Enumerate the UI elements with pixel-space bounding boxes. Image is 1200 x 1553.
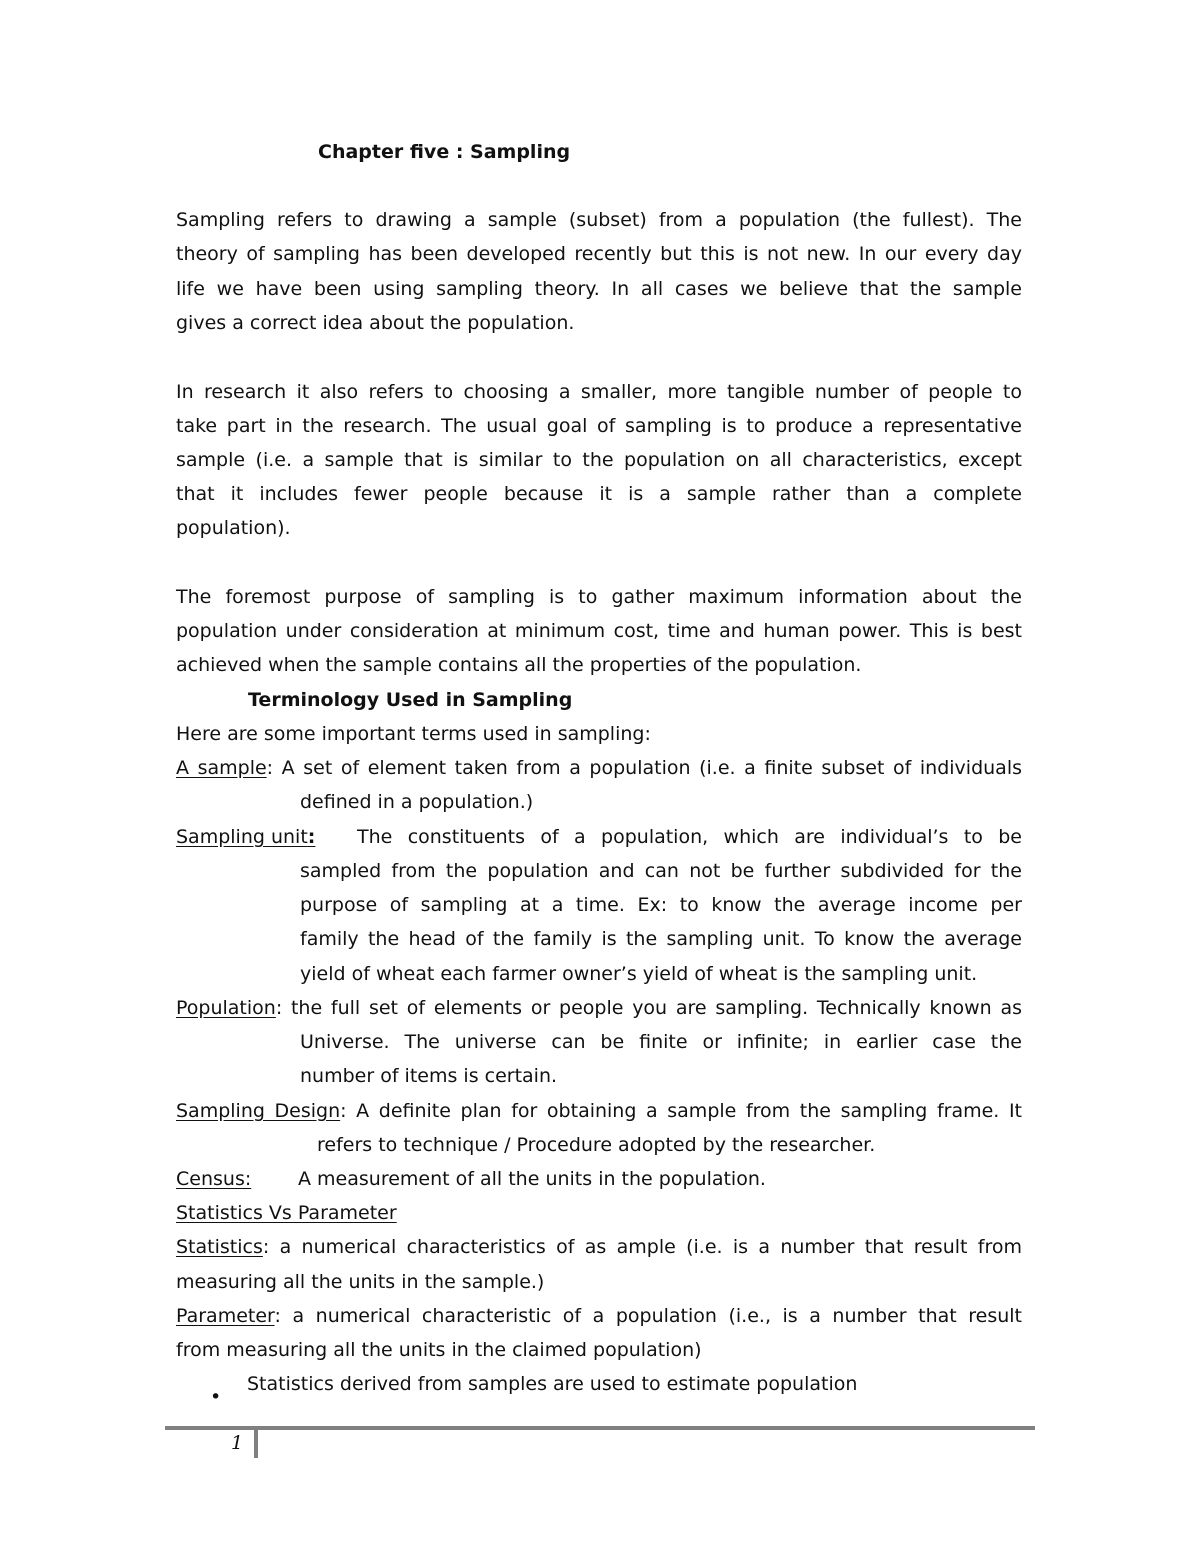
terms-intro: Here are some important terms used in sampling: [176,723,651,745]
def-sampling-design-line-1: Sampling Design: A definite plan for obtaining a sample from the sampling frame. It [176,1100,1022,1122]
def-sampling-design-line-2: refers to technique / Procedure adopted by the researcher. [317,1134,876,1156]
term-sample: A sample [176,757,267,779]
def-sampling-unit-line-5: yield of wheat each farmer owner’s yield of wheat is the sampling unit. [300,963,978,985]
def-sample-line-1 [176,751,1022,785]
stats-vs-param-heading: Statistics Vs Parameter [176,1202,397,1224]
footer-divider [254,1430,258,1458]
def-sampling-unit-line-1: The constituents of a population, which are individual’s to be [357,826,1022,848]
p2-line-5: population). [176,517,291,539]
p2-line-4: that it includes fewer people because it is a sample rather than a complete [176,483,1022,505]
def-sample-text: : A set of element taken from a population (i.e. a finite subset of individuals [266,757,1022,779]
chapter-title: Chapter five : Sampling [318,141,571,163]
def-parameter-line-1: Parameter: a numerical characteristic of a population (i.e., is a number that result [176,1305,1022,1327]
terminology-heading: Terminology Used in Sampling [248,689,573,711]
p3-line-1: The foremost purpose of sampling is to gather maximum information about the [176,586,1022,608]
term-population: Population [176,997,276,1019]
p2-line-2: take part in the research. The usual goal of sampling is to produce a representative [176,415,1022,437]
def-census: A measurement of all the units in the population. [298,1168,766,1190]
def-sampling-unit-line-3: purpose of sampling at a time. Ex: to know the average income per [300,894,1022,916]
p2-line-1: In research it also refers to choosing a smaller, more tangible number of people to [176,381,1022,403]
def-population-line-1: Population: the full set of elements or people you are sampling. Technically known as [176,997,1022,1019]
p1-line-4: gives a correct idea about the population. [176,312,575,334]
def-statistics-line-1: Statistics: a numerical characteristics of as ample (i.e. is a number that result from [176,1236,1022,1258]
def-sampling-unit-line-4: family the head of the family is the sampling unit. To know the average [300,928,1022,950]
p1-line-1: Sampling refers to drawing a sample (subset) from a population (the fullest). The [176,209,1022,231]
term-census: Census: [176,1168,252,1190]
p3-line-3: achieved when the sample contains all the properties of the population. [176,654,862,676]
bullet-dot: • [210,1386,222,1408]
bullet-text: Statistics derived from samples are used to estimate population [247,1373,858,1395]
def-population-line-3: number of items is certain. [300,1065,558,1087]
p1-line-2: theory of sampling has been developed recently but this is not new. In our every day [176,243,1022,265]
def-population-line-2: Universe. The universe can be finite or infinite; in earlier case the [300,1031,1022,1053]
page-number: 1 [231,1432,244,1454]
term-parameter: Parameter [176,1305,275,1327]
def-sample-line-2: defined in a population.) [300,791,534,813]
def-sampling-unit-line-2: sampled from the population and can not be further subdivided for the [300,860,1022,882]
def-parameter-line-2: from measuring all the units in the claimed population) [176,1339,702,1361]
def-statistics-line-2: measuring all the units in the sample.) [176,1271,545,1293]
term-sampling-unit: Sampling unit: [176,826,316,848]
footer-rule [165,1426,1035,1430]
term-sampling-design: Sampling Design [176,1100,341,1122]
p1-line-3: life we have been using sampling theory. In all cases we believe that the sample [176,278,1022,300]
p3-line-2: population under consideration at minimum cost, time and human power. This is best [176,620,1022,642]
term-statistics: Statistics [176,1236,263,1258]
p2-line-3: sample (i.e. a sample that is similar to the population on all characteristics, except [176,449,1022,471]
